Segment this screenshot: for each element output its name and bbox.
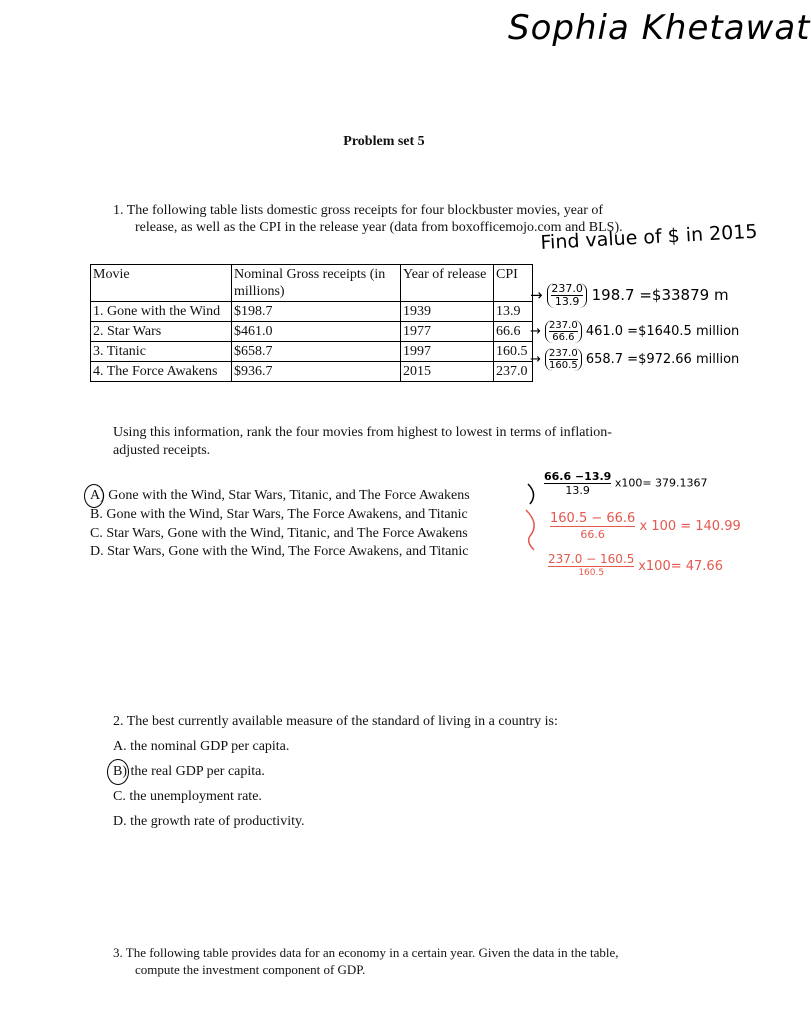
table-row bbox=[91, 362, 533, 382]
header-cell: Year of release bbox=[401, 265, 494, 302]
growth-den: 160.5 bbox=[578, 568, 605, 578]
q1-prompt-line1: Using this information, rank the four movies from highest to lowest in terms of inflation- bbox=[113, 425, 612, 440]
answer-circle bbox=[84, 484, 104, 508]
option-text: the nominal GDP per capita. bbox=[130, 739, 290, 754]
table-cell: 2. Star Wars bbox=[91, 322, 232, 342]
calc-num: 237.0 bbox=[549, 320, 578, 331]
table-cell: 4. The Force Awakens bbox=[91, 362, 232, 382]
option-text: Gone with the Wind, Star Wars, The Force Awakens, and Titanic bbox=[106, 507, 468, 522]
q1-option-b[interactable]: B. Gone with the Wind, Star Wars, The Force Awakens, and Titanic bbox=[90, 507, 468, 522]
calc-rest: 658.7 =$972.66 million bbox=[585, 352, 740, 367]
table-row bbox=[91, 342, 533, 362]
growth-rest: x 100 = 140.99 bbox=[639, 519, 741, 534]
arrow-icon: → bbox=[530, 324, 541, 339]
q1-text-line2: release, as well as the CPI in the release year (data from boxofficemojo.com and BLS). bbox=[135, 220, 623, 235]
growth-den: 13.9 bbox=[565, 484, 590, 497]
signature: Sophia Khetawat bbox=[508, 8, 811, 48]
calc-rest: 461.0 =$1640.5 million bbox=[585, 324, 740, 339]
q3-text-line2: compute the investment component of GDP. bbox=[135, 962, 366, 977]
table-cell: 66.6 bbox=[494, 322, 533, 342]
calc-note-1 bbox=[530, 283, 729, 308]
option-text: Gone with the Wind, Star Wars, Titanic, and The Force Awakens bbox=[108, 488, 470, 503]
table-cell: 2015 bbox=[401, 362, 494, 382]
table-header-row bbox=[91, 265, 533, 302]
calc-rest: 198.7 =$33879 m bbox=[591, 286, 729, 304]
growth-num: 237.0 − 160.5 bbox=[548, 552, 635, 566]
option-letter: C bbox=[113, 789, 123, 804]
growth-num: 66.6 −13.9 bbox=[544, 470, 612, 483]
calc-num: 237.0 bbox=[551, 282, 583, 295]
q2-option-d[interactable]: D. the growth rate of productivity. bbox=[113, 814, 305, 829]
calc-den: 66.6 bbox=[552, 332, 575, 343]
q2-option-a[interactable]: A. the nominal GDP per capita. bbox=[113, 739, 290, 754]
table-cell: 1977 bbox=[401, 322, 494, 342]
growth-note-1 bbox=[544, 470, 708, 497]
table-cell: $198.7 bbox=[232, 302, 401, 322]
table-cell: 160.5 bbox=[494, 342, 533, 362]
growth-rest: x100= 379.1367 bbox=[614, 476, 708, 490]
growth-note-2 bbox=[550, 511, 741, 542]
answer-circle bbox=[107, 759, 129, 785]
option-text: the growth rate of productivity. bbox=[130, 814, 305, 829]
arrow-icon: → bbox=[530, 352, 541, 367]
option-text: Star Wars, Gone with the Wind, The Force Awakens, and Titanic bbox=[107, 544, 469, 559]
option-text: the real GDP per capita. bbox=[130, 764, 265, 779]
option-letter: B bbox=[90, 507, 100, 522]
option-letter: D bbox=[113, 814, 124, 829]
growth-den: 66.6 bbox=[580, 528, 605, 541]
table-cell: 13.9 bbox=[494, 302, 533, 322]
table-cell: 1939 bbox=[401, 302, 494, 322]
table-cell: $461.0 bbox=[232, 322, 401, 342]
table-cell: $658.7 bbox=[232, 342, 401, 362]
movie-table bbox=[90, 264, 533, 382]
q2-option-c[interactable]: C. the unemployment rate. bbox=[113, 789, 262, 804]
option-letter: C bbox=[90, 526, 100, 541]
table-row bbox=[91, 322, 533, 342]
calc-den: 13.9 bbox=[554, 295, 580, 308]
header-cell: Movie bbox=[91, 265, 232, 302]
option-letter: B bbox=[113, 764, 123, 779]
calc-num: 237.0 bbox=[549, 348, 578, 359]
option-text: Star Wars, Gone with the Wind, Titanic, and The Force Awakens bbox=[106, 526, 468, 541]
q3-text-line1: 3. The following table provides data for an economy in a certain year. Given the data in the table, bbox=[113, 945, 619, 960]
calc-note-3 bbox=[530, 348, 739, 371]
calc-den: 160.5 bbox=[549, 360, 578, 371]
option-letter: A bbox=[90, 488, 101, 503]
q1-option-d[interactable]: D. Star Wars, Gone with the Wind, The Force Awakens, and Titanic bbox=[90, 544, 469, 559]
header-cell: CPI bbox=[494, 265, 533, 302]
option-text: the unemployment rate. bbox=[129, 789, 262, 804]
table-cell: 1. Gone with the Wind bbox=[91, 302, 232, 322]
table-cell: 3. Titanic bbox=[91, 342, 232, 362]
table-cell: $936.7 bbox=[232, 362, 401, 382]
growth-note-3 bbox=[548, 553, 723, 580]
growth-rest: x100= 47.66 bbox=[638, 559, 723, 574]
q1-prompt-line2: adjusted receipts. bbox=[113, 443, 211, 458]
table-cell: 1997 bbox=[401, 342, 494, 362]
option-letter: D bbox=[90, 544, 101, 559]
page-title: Problem set 5 bbox=[343, 134, 425, 149]
table-row bbox=[91, 302, 533, 322]
note-heading: Find value of $ in 2015 bbox=[540, 220, 758, 254]
header-cell: Nominal Gross receipts (in millions) bbox=[232, 265, 401, 302]
option-letter: A bbox=[113, 739, 124, 754]
q1-text-line1: 1. The following table lists domestic gross receipts for four blockbuster movies, year of bbox=[113, 203, 604, 218]
q2-text: 2. The best currently available measure of the standard of living in a country is: bbox=[113, 714, 558, 729]
q2-option-b[interactable]: B) the real GDP per capita. bbox=[113, 764, 265, 779]
q1-option-a[interactable]: A) Gone with the Wind, Star Wars, Titanic, and The Force Awakens bbox=[90, 488, 470, 503]
table-cell: 237.0 bbox=[494, 362, 533, 382]
calc-note-2 bbox=[530, 320, 739, 343]
arrow-icon: → bbox=[530, 286, 543, 304]
q1-option-c[interactable]: C. Star Wars, Gone with the Wind, Titanic, and The Force Awakens bbox=[90, 526, 468, 541]
growth-num: 160.5 − 66.6 bbox=[550, 511, 636, 526]
